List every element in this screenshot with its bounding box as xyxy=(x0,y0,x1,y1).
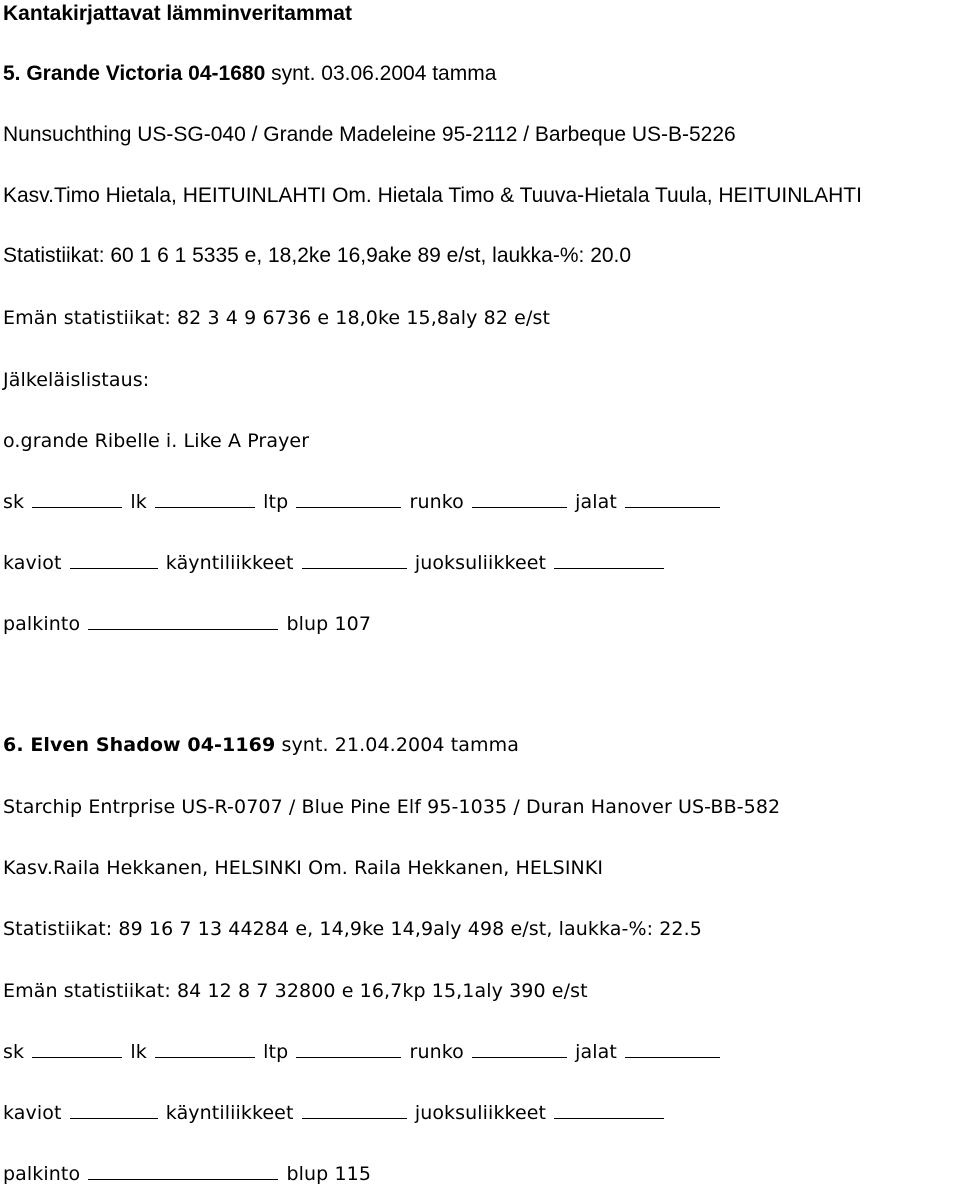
field-blank-ltp[interactable] xyxy=(296,1039,401,1058)
form-row-movement xyxy=(3,1100,666,1126)
field-blank-kaviot[interactable] xyxy=(70,550,158,569)
form-row-measurements xyxy=(3,489,722,515)
horse-pedigree: Nunsuchthing US-SG-040 / Grande Madeleine 95-2112 / Barbeque US-B-5226 xyxy=(3,123,736,146)
field-blank-lk[interactable] xyxy=(155,489,255,508)
form-row-award xyxy=(3,611,371,637)
blup-value: blup 115 xyxy=(286,1163,372,1185)
form-row-award xyxy=(3,1161,371,1187)
field-label-kaviot: kaviot xyxy=(3,1102,62,1124)
field-blank-jalat[interactable] xyxy=(625,1039,720,1058)
field-blank-sk[interactable] xyxy=(32,1039,122,1058)
field-label-sk: sk xyxy=(3,491,25,513)
field-blank-palkinto[interactable] xyxy=(88,611,278,630)
horse-owners: Kasv.Timo Hietala, HEITUINLAHTI Om. Hietala Timo & Tuuva-Hietala Tuula, HEITUINLAHTI xyxy=(3,184,862,207)
horse-heading xyxy=(3,732,519,758)
field-blank-juoksuliikkeet[interactable] xyxy=(554,550,664,569)
horse-owners: Kasv.Raila Hekkanen, HELSINKI Om. Raila Hekkanen, HELSINKI xyxy=(3,857,604,879)
field-blank-runko[interactable] xyxy=(472,489,567,508)
field-label-ltp: ltp xyxy=(263,491,289,513)
field-blank-juoksuliikkeet[interactable] xyxy=(554,1100,664,1119)
field-label-sk: sk xyxy=(3,1041,25,1063)
field-label-ltp: ltp xyxy=(263,1041,289,1063)
horse-name-number: 6. Elven Shadow 04-1169 xyxy=(3,734,276,756)
field-blank-sk[interactable] xyxy=(32,489,122,508)
form-row-movement xyxy=(3,550,666,576)
horse-stats: Statistiikat: 60 1 6 1 5335 e, 18,2ke 16,9ake 89 e/st, laukka-%: 20.0 xyxy=(3,244,632,267)
horse-birth-info: synt. 03.06.2004 tamma xyxy=(265,62,497,85)
offspring-label: Jälkeläislistaus: xyxy=(3,369,150,391)
field-label-lk: lk xyxy=(130,491,147,513)
field-label-lk: lk xyxy=(130,1041,147,1063)
field-blank-lk[interactable] xyxy=(155,1039,255,1058)
field-blank-kaviot[interactable] xyxy=(70,1100,158,1119)
section-title: Kantakirjattavat lämminveritammat xyxy=(3,2,352,25)
field-label-kayntiliikkeet: käyntiliikkeet xyxy=(165,552,294,574)
dam-stats: Emän statistiikat: 82 3 4 9 6736 e 18,0ke 15,8aly 82 e/st xyxy=(3,307,551,329)
field-blank-jalat[interactable] xyxy=(625,489,720,508)
field-blank-ltp[interactable] xyxy=(296,489,401,508)
field-blank-palkinto[interactable] xyxy=(88,1161,278,1180)
field-blank-kayntiliikkeet[interactable] xyxy=(302,550,407,569)
horse-birth-info: synt. 21.04.2004 tamma xyxy=(275,734,519,756)
field-blank-kayntiliikkeet[interactable] xyxy=(302,1100,407,1119)
horse-heading xyxy=(3,61,496,87)
field-label-juoksuliikkeet: juoksuliikkeet xyxy=(414,1102,547,1124)
field-label-runko: runko xyxy=(409,491,464,513)
horse-pedigree: Starchip Entrprise US-R-0707 / Blue Pine Elf 95-1035 / Duran Hanover US-BB-582 xyxy=(3,796,781,818)
field-label-jalat: jalat xyxy=(575,1041,617,1063)
field-label-palkinto: palkinto xyxy=(3,1163,81,1185)
field-label-palkinto: palkinto xyxy=(3,613,81,635)
blup-value: blup 107 xyxy=(286,613,372,635)
field-label-juoksuliikkeet: juoksuliikkeet xyxy=(414,552,547,574)
field-label-kaviot: kaviot xyxy=(3,552,62,574)
field-label-jalat: jalat xyxy=(575,491,617,513)
field-blank-runko[interactable] xyxy=(472,1039,567,1058)
dam-stats: Emän statistiikat: 84 12 8 7 32800 e 16,7kp 15,1aly 390 e/st xyxy=(3,980,588,1002)
form-row-measurements xyxy=(3,1039,722,1065)
horse-name-number: 5. Grande Victoria 04-1680 xyxy=(3,62,266,85)
horse-stats: Statistiikat: 89 16 7 13 44284 e, 14,9ke 14,9aly 498 e/st, laukka-%: 22.5 xyxy=(3,918,702,940)
field-label-kayntiliikkeet: käyntiliikkeet xyxy=(165,1102,294,1124)
offspring-entry: o.grande Ribelle i. Like A Prayer xyxy=(3,430,310,452)
field-label-runko: runko xyxy=(409,1041,464,1063)
